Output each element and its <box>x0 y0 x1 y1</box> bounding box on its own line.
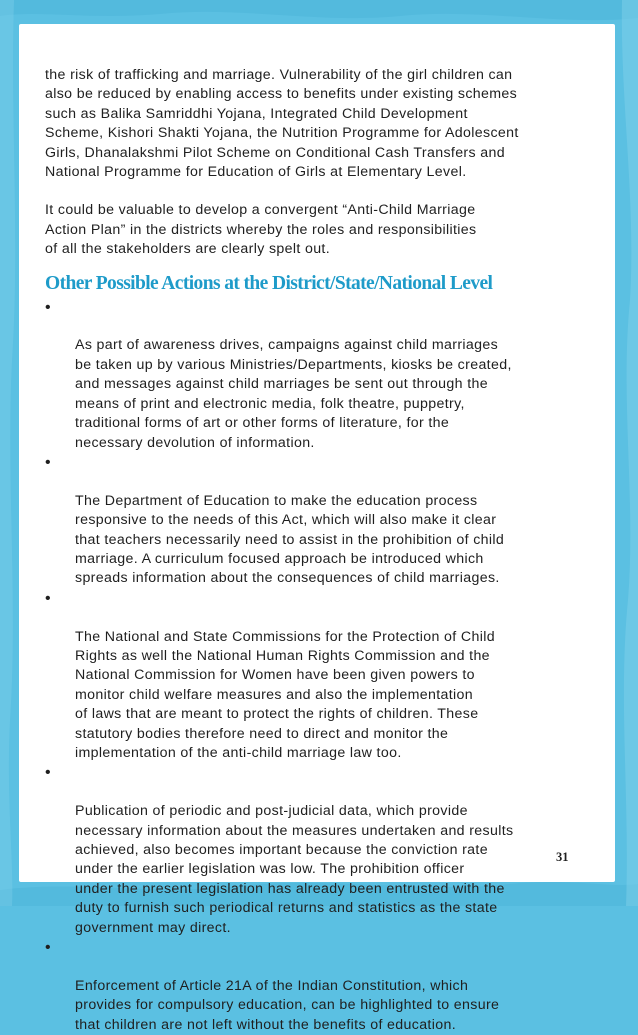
page-number: 31 <box>556 850 569 864</box>
list-item-text: Enforcement of Article 21A of the Indian Constitution, which provides for compulsory education, can be highlighted to ensure that children are not left without the benefits of education. <box>75 977 500 1033</box>
list-item <box>45 938 575 1035</box>
list-item-text: The National and State Commissions for the Protection of Child Rights as well the National Human Rights Commission and the National Commission for Women have been given powers to monitor child welfare measures and also the implementation of laws that are meant to protect the rights of children. These statutory bodies therefore need to direct and monitor the implementation of the anti-child marriage law too. <box>75 628 495 761</box>
list-item <box>45 298 575 453</box>
document-body <box>45 66 575 1035</box>
list-item <box>45 453 575 589</box>
list-item-text: The Department of Education to make the education process responsive to the needs of this Act, which will also make it clear that teachers necessarily need to assist in the prohibition of child marriage. A curriculum focused approach be introduced which spreads information about the consequences of child marriages. <box>75 492 505 587</box>
actions-bullet-list <box>45 298 575 1035</box>
list-item-text: Publication of periodic and post-judicial data, which provide necessary information about the measures undertaken and results achieved, also becomes important because the conviction rate under the earlier legislation was low. The prohibition officer under the present legislation has already been entrusted with the duty to furnish such periodical returns and statistics as the state government may direct. <box>75 803 514 936</box>
bullet-icon: • <box>45 939 51 957</box>
list-item-text: As part of awareness drives, campaigns against child marriages be taken up by various Ministries/Departments, kiosks be created, and messages against child marriages be sent out through the means of print and electronic media, folk theatre, puppetry, traditional forms of art or other forms of literature, for the necessary devolution of information. <box>75 337 512 451</box>
bullet-icon: • <box>45 589 51 607</box>
paragraph-schemes: the risk of trafficking and marriage. Vulnerability of the girl children can also be reduced by enabling access to benefits under existing schemes such as Balika Samriddhi Yojana, Integrated Child Development Scheme, Kishori Shakti Yojana, the Nutrition Programme for Adolescent Girls, Dhanalakshmi Pilot Scheme on Conditional Cash Transfers and National Programme for Education of Girls at Elementary Level. <box>45 67 519 181</box>
paragraph-action-plan: It could be valuable to develop a convergent “Anti-Child Marriage Action Plan” in the districts whereby the roles and responsibilities of all the stakeholders are clearly spelt out. <box>45 202 477 258</box>
section-heading: Other Possible Actions at the District/State/National Level <box>45 272 493 294</box>
bullet-icon: • <box>45 764 51 782</box>
bullet-icon: • <box>45 453 51 471</box>
list-item <box>45 763 575 938</box>
bullet-icon: • <box>45 298 51 316</box>
list-item <box>45 589 575 764</box>
